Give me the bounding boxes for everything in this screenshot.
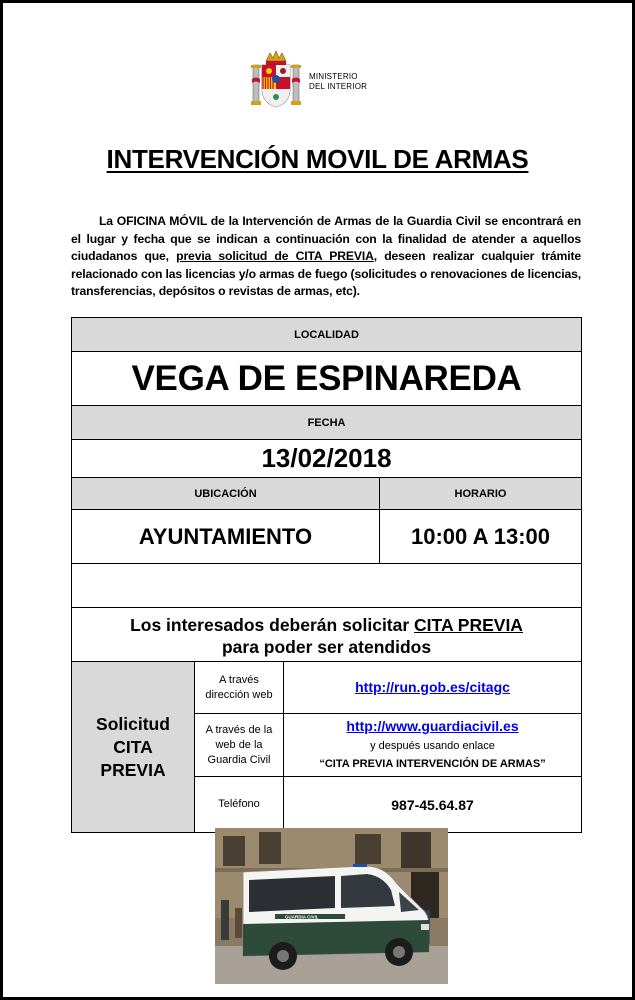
guardia-label-line-2: web de la — [215, 738, 263, 751]
web-link-cell — [284, 662, 582, 714]
localidad-label: LOCALIDAD — [72, 318, 582, 352]
web-label-line-1: A través — [219, 673, 259, 686]
horario-label: HORARIO — [380, 478, 582, 510]
ministry-line-2: DEL INTERIOR — [309, 82, 368, 91]
telefono-value: 987-45.64.87 — [284, 777, 582, 833]
intro-text-1: La OFICINA MÓVIL de la Intervención de Armas de la Guardia Civil se encontrará en el lugar y fecha que se indican a continuación con la finalidad de atender a aquellos ciudadanos que, — [71, 214, 581, 263]
web-label — [195, 662, 284, 714]
guardia-web-label — [195, 714, 284, 777]
guardia-label-line-3: Guardia Civil — [207, 753, 271, 766]
page-title-text: INTERVENCIÓN MOVIL DE ARMAS — [106, 144, 529, 174]
coat-of-arms-logo — [247, 49, 305, 111]
notice-text-2: para poder ser atendidos — [221, 636, 432, 657]
notice-underlined: CITA PREVIA — [414, 614, 523, 635]
fecha-value: 13/02/2018 — [72, 440, 582, 478]
ubicacion-label: UBICACIÓN — [72, 478, 380, 510]
intro-underlined: previa solicitud de CITA PREVIA — [176, 249, 374, 263]
page-title — [3, 144, 632, 175]
side-line-2: CITA — [113, 736, 153, 757]
ministry-line-1: MINISTERIO — [309, 72, 358, 81]
empty-row — [72, 564, 582, 608]
guardia-note: y después usando enlace — [370, 740, 495, 752]
info-table — [71, 317, 582, 833]
side-line-1: Solicitud — [96, 713, 170, 734]
fecha-label: FECHA — [72, 406, 582, 440]
guardia-quote: “CITA PREVIA INTERVENCIÓN DE ARMAS” — [319, 758, 546, 770]
telefono-label: Teléfono — [195, 777, 284, 833]
van-label: GUARDIA CIVIL — [285, 914, 319, 920]
guardia-label-line-1: A través de la — [205, 723, 273, 736]
side-line-3: PREVIA — [100, 759, 166, 780]
solicitud-cita-cell — [72, 662, 195, 833]
ministry-name — [309, 72, 367, 92]
cita-notice — [72, 608, 582, 662]
intro-text-2: , deseen realizar cualquier trámite relacionado con las licencias y/o armas de fuego (solicitudes o renovaciones de licencias, transferencias, depósitos o revistas de armas, etc). — [71, 249, 581, 298]
guardia-link-cell — [284, 714, 582, 777]
horario-value: 10:00 A 13:00 — [380, 510, 582, 564]
web-label-line-2: dirección web — [205, 688, 273, 701]
notice-text-1: Los interesados deberán solicitar — [130, 614, 415, 635]
ubicacion-value: AYUNTAMIENTO — [72, 510, 380, 564]
guardiacivil-link[interactable]: http://www.guardiacivil.es — [346, 718, 519, 734]
localidad-value: VEGA DE ESPINAREDA — [72, 352, 582, 406]
guardia-civil-van-photo — [215, 828, 448, 984]
citagc-link[interactable]: http://run.gob.es/citagc — [355, 678, 510, 695]
intro-paragraph — [71, 213, 581, 301]
